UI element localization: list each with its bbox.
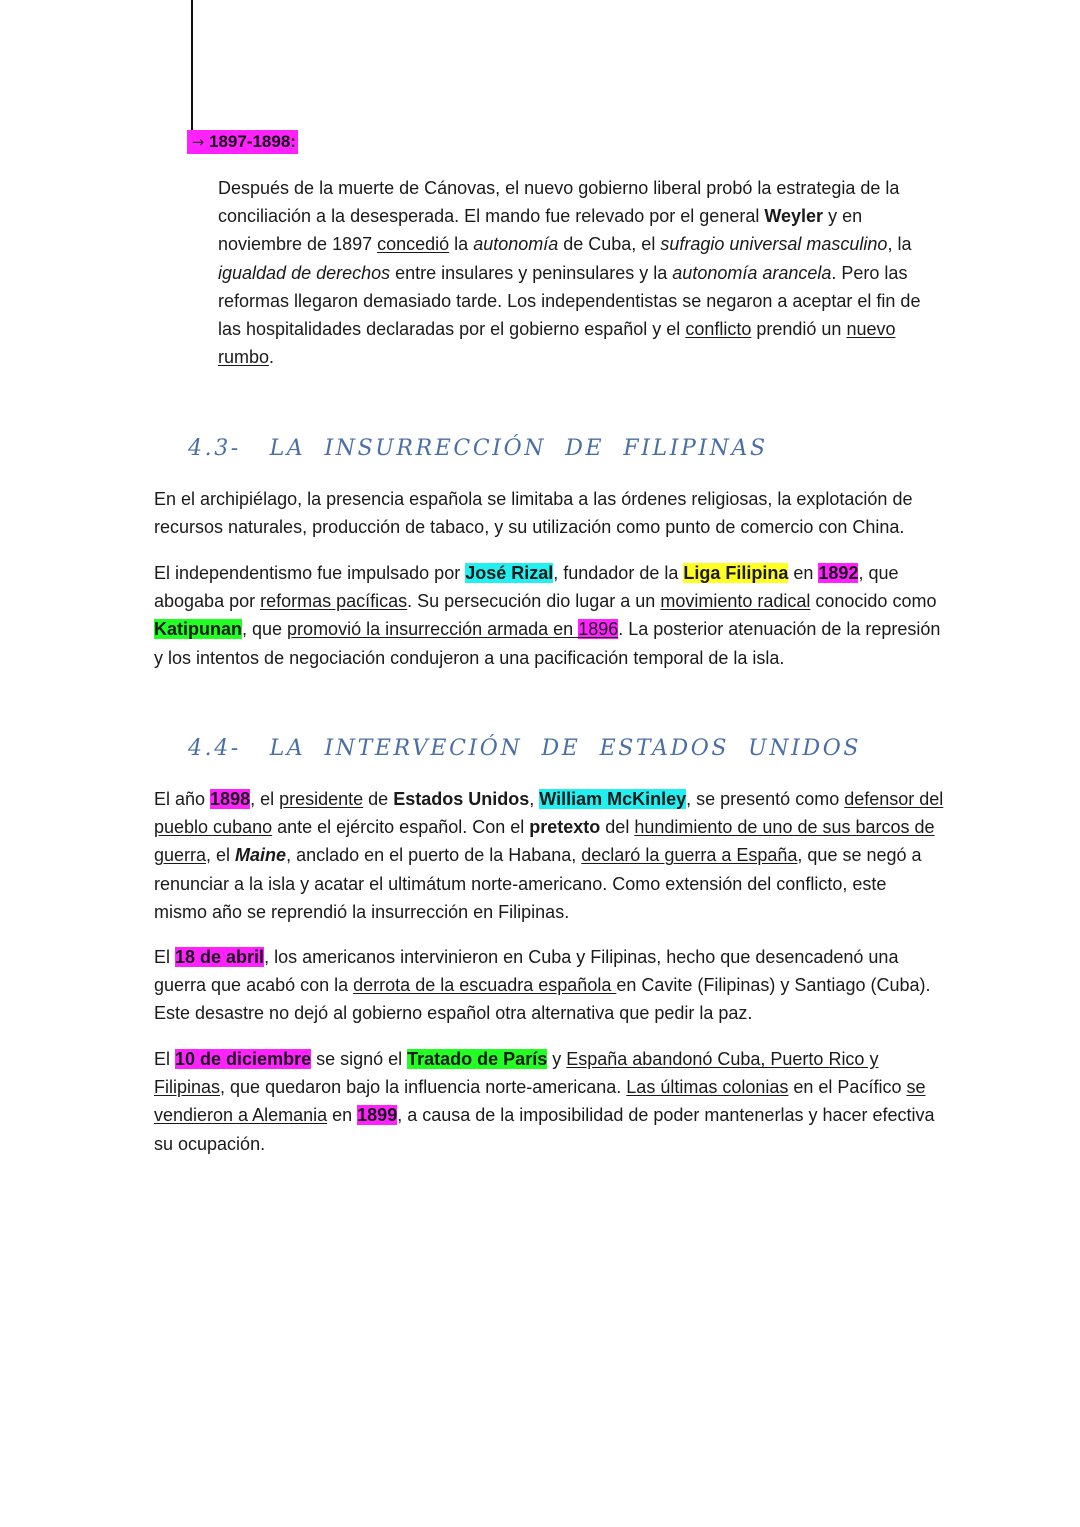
margin-vertical-line <box>191 0 193 146</box>
paragraph-archipielago: En el archipiélago, la presencia española se limitaba a las órdenes religiosas, la explotación de recursos naturales, producción de tabaco, y su utilización como punto de comercio con China. <box>154 489 913 538</box>
date-text: 1897-1898: <box>209 132 296 151</box>
paragraph-1897-1898: Después de la muerte de Cánovas, el nuevo gobierno liberal probó la estrategia de la conciliación a la desesperada. El mando fue relevado por el general Weyler y en noviembre de 1897 concedió la autonomía de Cuba, el sufragio universal masculino, la igualdad de derechos entre insulares y peninsulares y la autonomía arancela. Pero las reformas llegaron demasiado tarde. Los independentistas se negaron a aceptar el fin de las hospitalidades declaradas por el gobierno español y el conflicto prendió un nuevo rumbo. <box>218 178 921 368</box>
arrow-right-icon: → <box>191 133 205 151</box>
paragraph-10-diciembre: El 10 de diciembre se signó el Tratado de París y España abandonó Cuba, Puerto Rico y Filipinas, que quedaron bajo la influencia norte-americana. Las últimas colonias en el Pacífico se vendieron a Alemania en 1899, a causa de la imposibilidad de poder mantenerlas y hacer efectiva su ocupación. <box>154 1049 935 1154</box>
section-heading-4-3: 4.3- LA INSURRECCIÓN DE FILIPINAS <box>188 436 768 461</box>
paragraph-18-abril: El 18 de abril, los americanos intervinieron en Cuba y Filipinas, hecho que desencadenó una guerra que acabó con la derrota de la escuadra española en Cavite (Filipinas) y Santiago (Cuba). Este desastre no dejó al gobierno español otra alternativa que pedir la paz. <box>154 947 931 1024</box>
paragraph-independentismo: El independentismo fue impulsado por José Rizal, fundador de la Liga Filipina en 1892, que abogaba por reformas pacíficas. Su persecución dio lugar a un movimiento radical conocido como Katipunan, que promovió la insurrección armada en 1896. La posterior atenuación de la represión y los intentos de negociación condujeron a una pacificación temporal de la isla. <box>154 563 941 668</box>
date-label <box>187 130 298 154</box>
section-heading-4-4: 4.4- LA INTERVECIÓN DE ESTADOS UNIDOS <box>188 736 862 761</box>
paragraph-mckinley: El año 1898, el presidente de Estados Unidos, William McKinley, se presentó como defensor del pueblo cubano ante el ejército español. Con el pretexto del hundimiento de uno de sus barcos de guerra, el Maine, anclado en el puerto de la Habana, declaró la guerra a España, que se negó a renunciar a la isla y acatar el ultimátum norte-americano. Como extensión del conflicto, este mismo año se reprendió la insurrección en Filipinas. <box>154 789 944 922</box>
